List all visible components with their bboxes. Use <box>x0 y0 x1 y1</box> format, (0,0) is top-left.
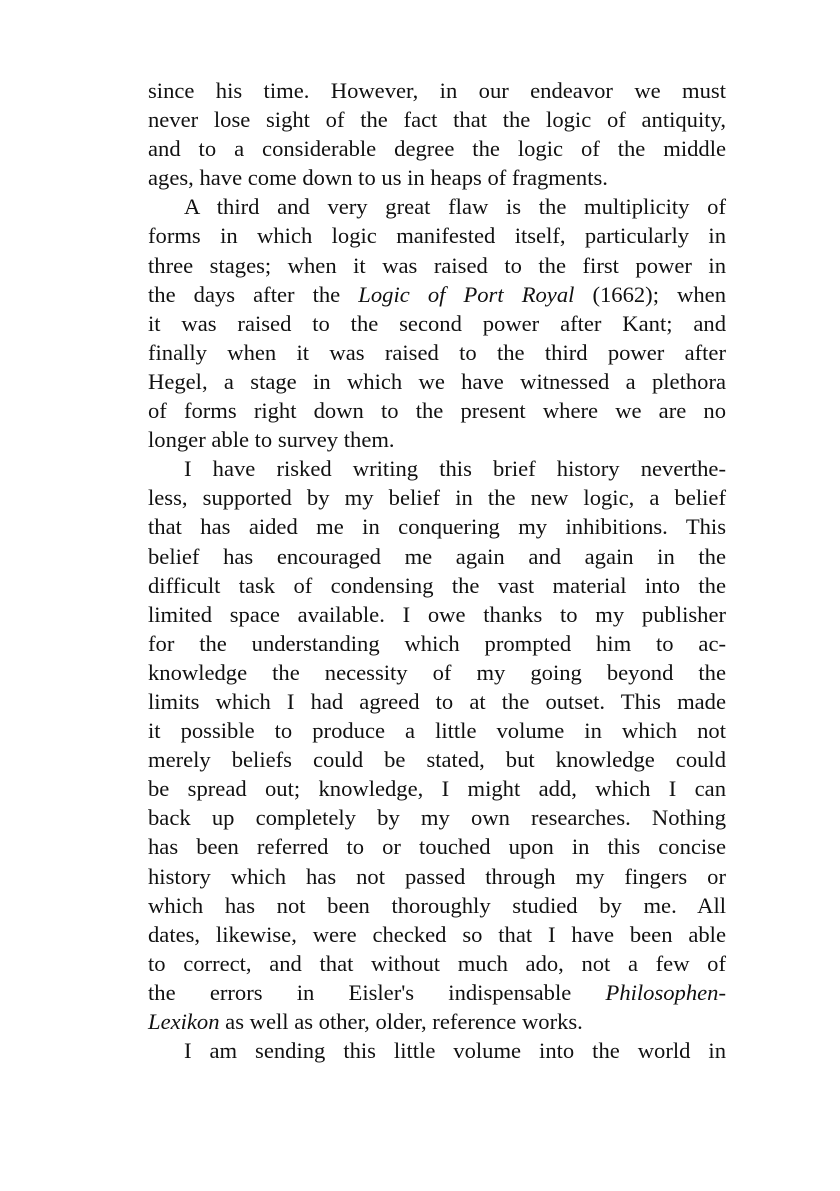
text-line <box>148 862 726 891</box>
text-line <box>148 803 726 832</box>
text-run: and to a considerable degree the logic of the middle <box>148 136 726 162</box>
text-run: ages, have come down to us in heaps of fragments. <box>148 165 608 191</box>
text-run: A third and very great flaw is the multiplicity of <box>184 194 726 220</box>
text-run: Hegel, a stage in which we have witnessed a plethora <box>148 368 726 394</box>
text-run: limits which I had agreed to at the outset. This made <box>148 688 726 714</box>
page-body <box>148 76 726 1065</box>
text-run: it possible to produce a little volume in which not <box>148 718 726 744</box>
text-run: has been referred to or touched upon in this concise <box>148 834 726 860</box>
text-run: to correct, and that without much ado, not a few of <box>148 950 726 976</box>
text-run: forms in which logic manifested itself, particularly in <box>148 223 726 249</box>
text-line <box>148 454 726 483</box>
text-line <box>148 774 726 803</box>
text-run: which has not been thoroughly studied by me. All <box>148 892 726 918</box>
text-run: the days after the <box>148 281 359 307</box>
text-run: (1662); when <box>574 281 726 307</box>
text-run: the errors in Eisler's indispensable <box>148 979 606 1005</box>
text-line <box>148 600 726 629</box>
text-run: less, supported by my belief in the new logic, a belief <box>148 485 726 511</box>
text-run: knowledge the necessity of my going beyond the <box>148 659 726 685</box>
text-line <box>148 338 726 367</box>
text-line <box>148 134 726 163</box>
text-run: belief has encouraged me again and again in the <box>148 543 726 569</box>
text-line <box>148 251 726 280</box>
text-run: for the understanding which prompted him to ac- <box>148 630 726 656</box>
text-line <box>148 192 726 221</box>
text-line <box>148 280 726 309</box>
text-line <box>148 949 726 978</box>
text-line <box>148 832 726 861</box>
paragraph <box>148 192 726 454</box>
text-run: since his time. However, in our endeavor we must <box>148 78 726 103</box>
text-run: three stages; when it was raised to the first power in <box>148 252 726 278</box>
paragraph <box>148 76 726 192</box>
text-line <box>148 978 726 1007</box>
text-line <box>148 512 726 541</box>
text-line <box>148 483 726 512</box>
text-run: longer able to survey them. <box>148 427 395 453</box>
text-run: I am sending this little volume into the world in <box>184 1038 726 1064</box>
italic-title: Lexikon <box>148 1009 220 1034</box>
text-run: history which has not passed through my fingers or <box>148 863 726 889</box>
text-run: limited space available. I owe thanks to my publisher <box>148 601 726 627</box>
text-run: it was raised to the second power after Kant; and <box>148 310 726 336</box>
text-line <box>148 76 726 105</box>
text-line <box>148 687 726 716</box>
italic-title: Philosophen- <box>605 979 726 1005</box>
text-run: never lose sight of the fact that the logic of antiquity, <box>148 107 726 133</box>
text-run: I have risked writing this brief history neverthe- <box>184 456 726 482</box>
text-line <box>148 396 726 425</box>
text-run: finally when it was raised to the third power after <box>148 339 726 365</box>
text-run: difficult task of condensing the vast material into the <box>148 572 726 598</box>
text-line <box>148 367 726 396</box>
text-run: back up completely by my own researches. Nothing <box>148 805 726 831</box>
text-run: as well as other, older, reference works. <box>219 1009 583 1034</box>
text-line <box>148 658 726 687</box>
paragraph <box>148 1036 726 1065</box>
text-line <box>148 745 726 774</box>
text-line <box>148 309 726 338</box>
text-line <box>148 1036 726 1065</box>
text-run: merely beliefs could be stated, but knowledge could <box>148 747 726 773</box>
text-line <box>148 542 726 571</box>
paragraph <box>148 454 726 1036</box>
text-line <box>148 571 726 600</box>
text-run: dates, likewise, were checked so that I have been able <box>148 921 726 947</box>
text-line <box>148 163 726 192</box>
text-line <box>148 920 726 949</box>
text-run: be spread out; knowledge, I might add, which I can <box>148 776 726 802</box>
text-line <box>148 105 726 134</box>
text-line <box>148 716 726 745</box>
italic-title: Logic of Port Royal <box>358 281 575 307</box>
text-line <box>148 629 726 658</box>
text-line <box>148 891 726 920</box>
text-line <box>148 221 726 250</box>
text-run: that has aided me in conquering my inhibitions. This <box>148 514 726 540</box>
text-run: of forms right down to the present where we are no <box>148 398 726 424</box>
text-line <box>148 425 726 454</box>
text-line <box>148 1007 726 1036</box>
